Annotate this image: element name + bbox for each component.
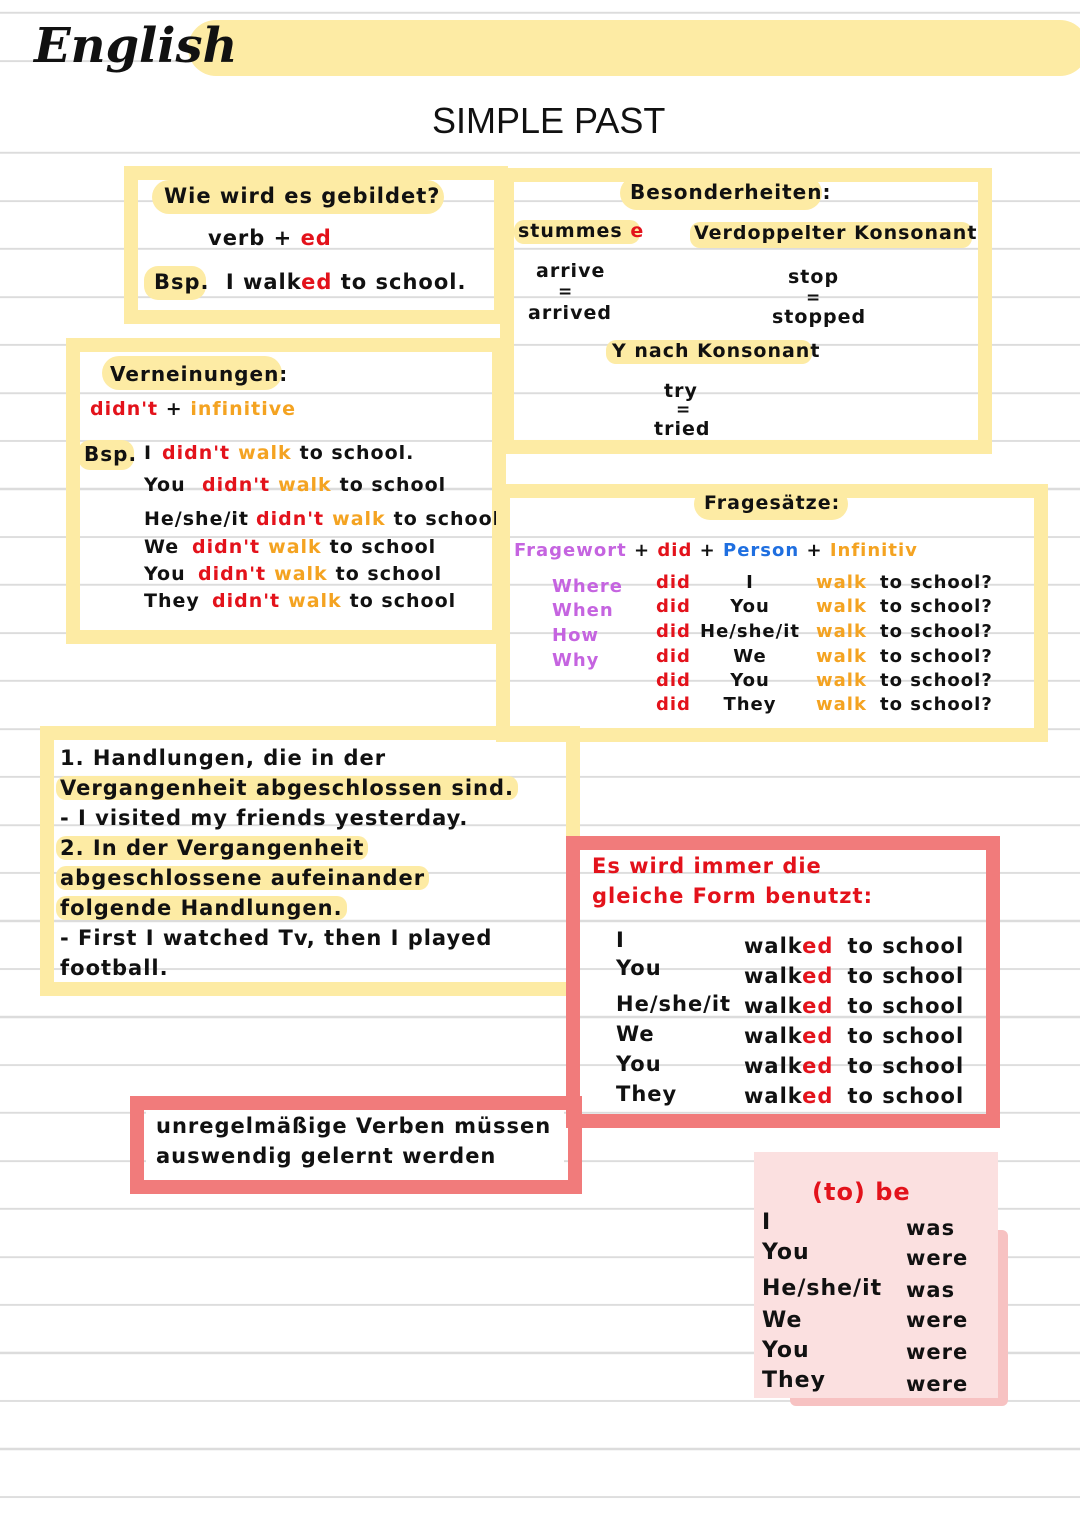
question-did: did <box>656 596 691 617</box>
sameform-verb <box>744 994 964 1018</box>
questions-formula: Fragewort + did + Person + Infinitiv <box>514 540 918 561</box>
sameform-line1: Es wird immer die <box>592 854 822 878</box>
negation-row <box>144 536 436 558</box>
rule-ed: ed <box>300 226 332 250</box>
example-post: to school. <box>340 270 467 294</box>
tobe-form: were <box>906 1246 969 1270</box>
question-walk: walk <box>816 572 867 593</box>
sameform-verb <box>744 1054 964 1078</box>
negation-subject: I <box>144 442 153 464</box>
question-did: did <box>656 646 691 667</box>
formation-heading: Wie wird es gebildet? <box>164 184 441 208</box>
negation-subject: He/she/it <box>144 508 249 530</box>
stop: stop <box>788 266 840 288</box>
question-did: did <box>656 572 691 593</box>
negation-bsp: Bsp. <box>84 442 138 466</box>
stopped: stopped <box>772 306 867 328</box>
usage-line <box>60 836 368 860</box>
question-subject: He/she/it <box>700 621 800 642</box>
tobe-form: were <box>906 1340 969 1364</box>
sameform-verb-stem: walk <box>744 1084 803 1108</box>
negation-walk: walk <box>288 590 342 612</box>
sameform-subject: You <box>616 956 662 980</box>
question-did: did <box>656 621 691 642</box>
formula-person: Person <box>723 540 800 561</box>
negation-row <box>144 442 414 464</box>
tobe-subject: We <box>762 1308 803 1333</box>
negation-row <box>144 590 456 612</box>
sameform-tail: to school <box>847 964 965 988</box>
question-tail: to school? <box>880 596 993 617</box>
example-pre: I walk <box>225 270 302 294</box>
y-label: Y nach Konsonant <box>612 340 821 362</box>
tobe-form: was <box>906 1278 956 1302</box>
negation-subject: You <box>144 563 186 585</box>
sameform-verb-ed: ed <box>802 934 834 958</box>
usage-line <box>60 746 386 770</box>
question-walk: walk <box>816 621 867 642</box>
question-walk: walk <box>816 646 867 667</box>
negation-rest: to school <box>339 474 447 496</box>
page-title: SIMPLE PAST <box>432 100 666 141</box>
question-tail: to school? <box>880 572 993 593</box>
usage-line-text: football. <box>60 956 169 980</box>
tobe-form: was <box>906 1216 956 1240</box>
usage-line <box>60 896 347 920</box>
negation-rest: to school <box>349 590 457 612</box>
question-tail: to school? <box>880 621 993 642</box>
example-label: Bsp. <box>154 270 210 294</box>
question-walk: walk <box>816 694 867 715</box>
question-did: did <box>656 670 691 691</box>
usage-line <box>60 926 492 950</box>
negation-rule <box>90 398 296 420</box>
negation-didnt: didn't <box>198 563 267 585</box>
formula-did: did <box>657 540 693 561</box>
sameform-verb-stem: walk <box>744 934 803 958</box>
negation-row <box>144 563 442 585</box>
usage-line-text: folgende Handlungen. <box>56 896 347 920</box>
question-word: When <box>552 600 614 621</box>
sameform-verb <box>744 964 964 988</box>
negation-subject: You <box>144 474 186 496</box>
silent-e-label: stummes e <box>518 220 645 242</box>
header-bar <box>188 20 1080 76</box>
negation-subject: We <box>144 536 180 558</box>
question-word: Where <box>552 576 623 597</box>
tobe-subject: You <box>762 1338 810 1363</box>
rule-infinitive: infinitive <box>190 398 297 420</box>
sameform-tail: to school <box>847 934 965 958</box>
negation-didnt: didn't <box>192 536 261 558</box>
sameform-subject: We <box>616 1022 655 1046</box>
sameform-subject: They <box>616 1082 678 1106</box>
arrive: arrive <box>536 260 606 282</box>
question-subject: I <box>746 572 754 593</box>
negation-heading: Verneinungen: <box>110 362 289 386</box>
try: try <box>664 380 698 402</box>
negation-rest: to school <box>335 563 443 585</box>
question-subject: You <box>730 670 770 691</box>
sameform-verb-stem: walk <box>744 994 803 1018</box>
negation-walk: walk <box>332 508 386 530</box>
usage-line <box>60 776 518 800</box>
sameform-verb-ed: ed <box>802 964 834 988</box>
sameform-tail: to school <box>847 1084 965 1108</box>
tried: tried <box>654 418 711 440</box>
sameform-line2: gleiche Form benutzt: <box>592 884 873 908</box>
sameform-verb <box>744 1024 964 1048</box>
usage-line <box>60 866 429 890</box>
questions-heading: Fragesätze: <box>704 492 841 514</box>
tobe-subject: They <box>762 1368 826 1393</box>
usage-line-text: - I visited my friends yesterday. <box>60 806 469 830</box>
negation-didnt: didn't <box>212 590 281 612</box>
sameform-verb-stem: walk <box>744 1024 803 1048</box>
negation-rest: to school <box>329 536 437 558</box>
usage-line <box>60 806 468 830</box>
try-eq: = <box>676 400 692 420</box>
formation-example <box>154 270 466 294</box>
irregular-line1: unregelmäßige Verben müssen <box>156 1114 552 1138</box>
negation-rest: to school <box>393 508 501 530</box>
tobe-subject: You <box>762 1240 810 1265</box>
negation-subject: They <box>144 590 200 612</box>
question-tail: to school? <box>880 646 993 667</box>
sameform-verb <box>744 934 964 958</box>
negation-row <box>144 508 500 530</box>
question-subject: We <box>733 646 767 667</box>
usage-line-text: Vergangenheit abgeschlossen sind. <box>56 776 518 800</box>
sameform-verb-stem: walk <box>744 1054 803 1078</box>
sameform-subject: You <box>616 1052 662 1076</box>
example-ed: ed <box>301 270 333 294</box>
sameform-verb-ed: ed <box>802 994 834 1018</box>
usage-line-text: - First I watched Tv, then I played <box>60 926 493 950</box>
negation-walk: walk <box>268 536 322 558</box>
sameform-tail: to school <box>847 1054 965 1078</box>
question-tail: to school? <box>880 694 993 715</box>
question-walk: walk <box>816 670 867 691</box>
tobe-subject: He/she/it <box>762 1276 883 1301</box>
tobe-title: (to) be <box>812 1178 911 1206</box>
tobe-form: were <box>906 1308 969 1332</box>
stop-eq: = <box>806 288 822 308</box>
question-subject: You <box>730 596 770 617</box>
sameform-verb-ed: ed <box>802 1024 834 1048</box>
silent-e-letter: e <box>630 220 645 242</box>
usage-line-text: 2. In der Vergangenheit <box>56 836 368 860</box>
rule-verb: verb <box>208 226 266 250</box>
double-label: Verdoppelter Konsonant <box>694 222 978 244</box>
sameform-subject: I <box>616 928 625 952</box>
irregular-line2: auswendig gelernt werden <box>156 1144 497 1168</box>
sameform-subject: He/she/it <box>616 992 732 1016</box>
negation-didnt: didn't <box>202 474 271 496</box>
negation-walk: walk <box>238 442 292 464</box>
formula-infinitiv: Infinitiv <box>829 540 918 561</box>
usage-line-text: 1. Handlungen, die in der <box>60 746 387 770</box>
question-word: How <box>552 625 600 646</box>
negation-didnt: didn't <box>162 442 231 464</box>
question-did: did <box>656 694 691 715</box>
sameform-tail: to school <box>847 1024 965 1048</box>
tobe-subject: I <box>762 1210 772 1235</box>
question-word: Why <box>552 650 600 671</box>
negation-didnt: didn't <box>256 508 325 530</box>
sameform-tail: to school <box>847 994 965 1018</box>
sameform-verb-ed: ed <box>802 1054 834 1078</box>
sameform-verb <box>744 1084 964 1108</box>
sameform-verb-stem: walk <box>744 964 803 988</box>
usage-line <box>60 956 169 980</box>
sameform-verb-ed: ed <box>802 1084 834 1108</box>
rule-didnt: didn't <box>90 398 159 420</box>
negation-walk: walk <box>278 474 332 496</box>
question-tail: to school? <box>880 670 993 691</box>
formation-rule <box>208 226 332 250</box>
formula-word: Fragewort <box>514 540 627 561</box>
question-subject: They <box>723 694 777 715</box>
arrive-eq: = <box>558 282 574 302</box>
rule-plus: + <box>273 226 293 250</box>
tobe-form: were <box>906 1372 969 1396</box>
question-walk: walk <box>816 596 867 617</box>
rule-plus: + <box>165 398 183 420</box>
arrived: arrived <box>528 302 612 324</box>
negation-walk: walk <box>274 563 328 585</box>
usage-line-text: abgeschlossene aufeinander <box>56 866 429 890</box>
negation-row <box>144 474 446 496</box>
special-heading: Besonderheiten: <box>630 180 832 204</box>
negation-rest: to school. <box>299 442 415 464</box>
subject-title: English <box>34 18 238 74</box>
